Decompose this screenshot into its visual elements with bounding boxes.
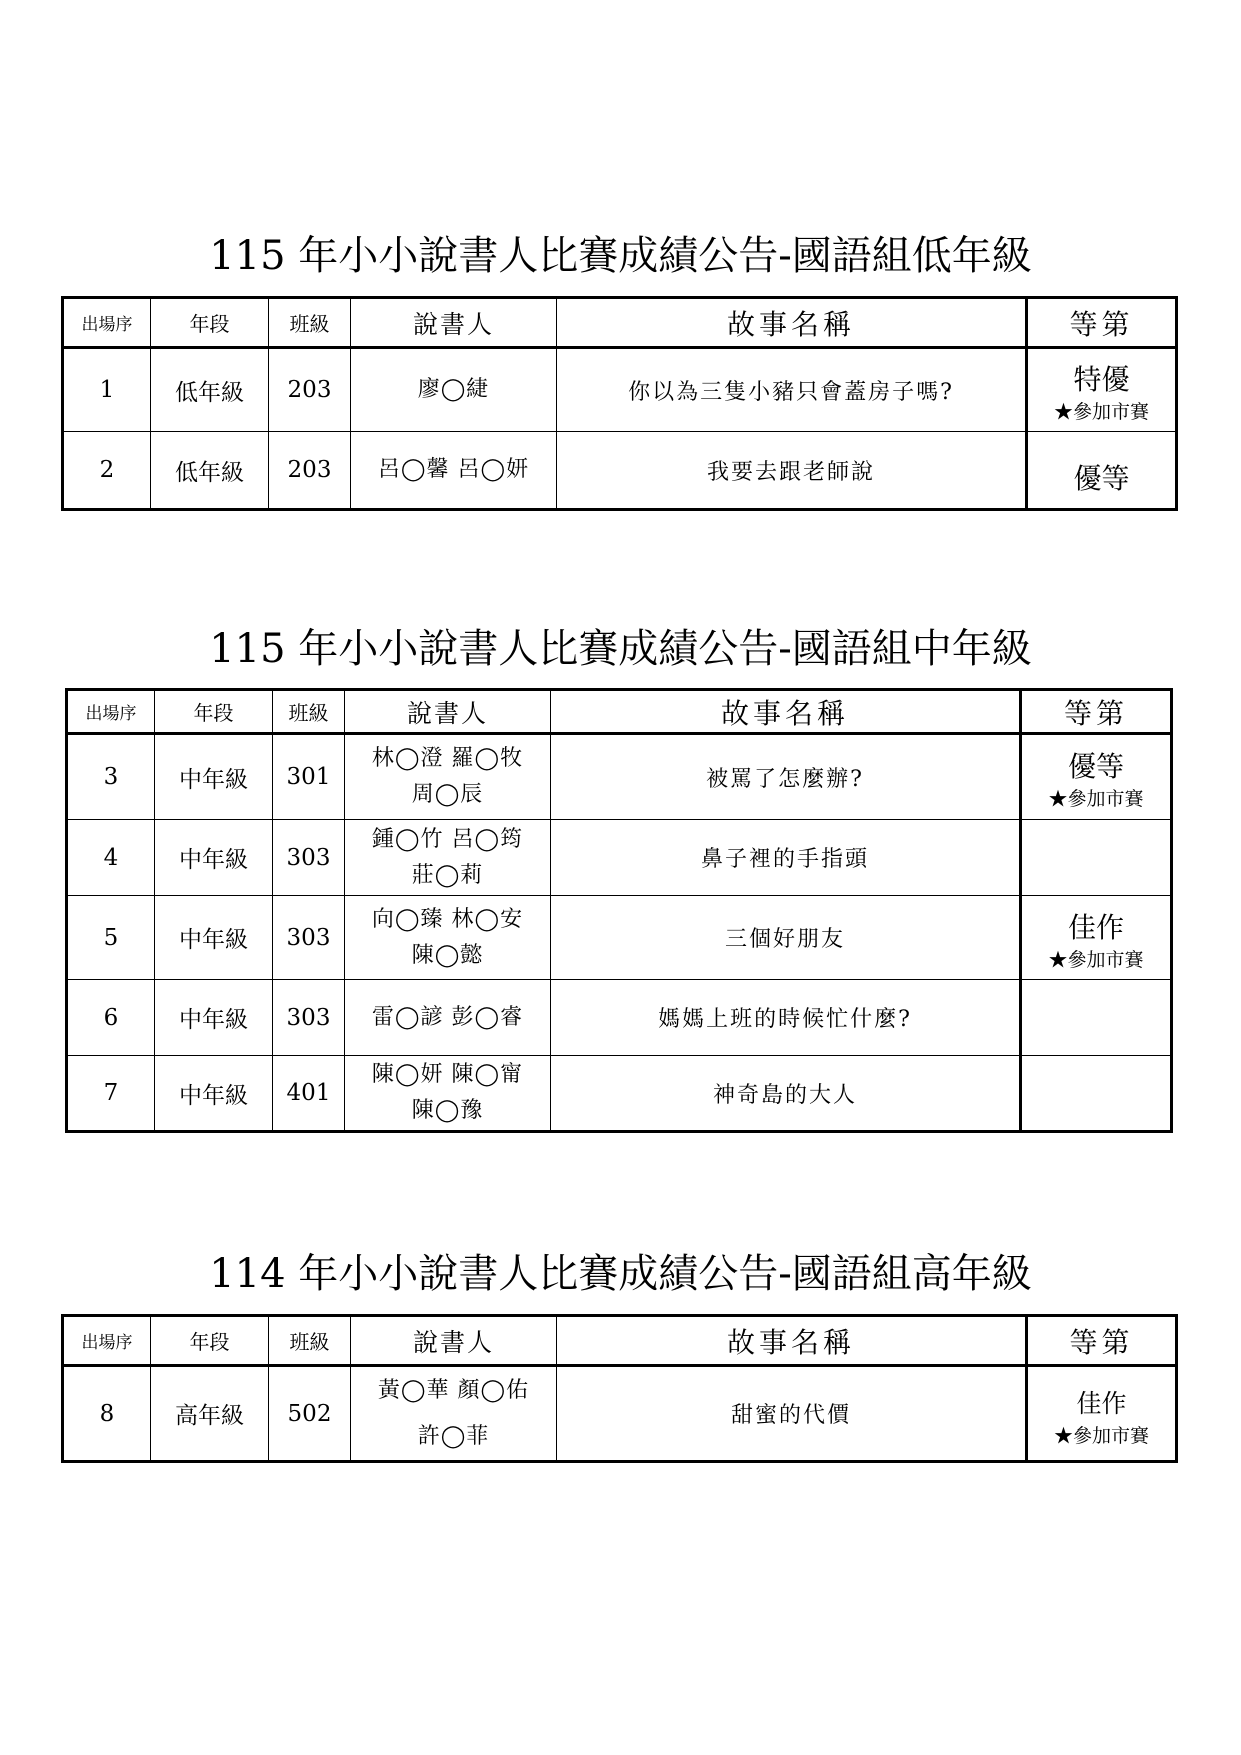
cell-class: 203 <box>269 432 351 510</box>
cell-grade: 中年級 <box>155 820 273 896</box>
header-story: 故事名稱 <box>557 1316 1027 1366</box>
section-title-lower: 115 年小小說書人比賽成績公告-國語組低年級 <box>209 233 1032 279</box>
cell-rank <box>1021 896 1172 980</box>
cell-rank <box>1021 734 1172 820</box>
award-label: 優等 <box>1067 750 1124 783</box>
cell-order: 6 <box>67 980 155 1056</box>
cell-teller <box>345 734 551 820</box>
section-title-upper: 114 年小小說書人比賽成績公告-國語組高年級 <box>209 1251 1032 1297</box>
teller-line: 周◯辰 <box>411 782 484 807</box>
cell-rank <box>1021 1056 1172 1132</box>
cell-grade: 高年級 <box>151 1366 269 1462</box>
header-grade: 年段 <box>151 298 269 348</box>
section-title-middle: 115 年小小說書人比賽成績公告-國語組中年級 <box>209 626 1032 672</box>
header-story: 故事名稱 <box>557 298 1027 348</box>
cell-rank <box>1027 432 1177 510</box>
table-row <box>63 348 1177 432</box>
header-class: 班級 <box>273 690 345 734</box>
header-class: 班級 <box>269 1316 351 1366</box>
teller-line: 陳◯懿 <box>411 942 484 968</box>
header-order: 出場序 <box>67 690 155 734</box>
teller-line: 呂◯馨 呂◯妍 <box>377 457 530 482</box>
cell-grade: 中年級 <box>155 980 273 1056</box>
table-row <box>67 734 1172 820</box>
cell-class: 502 <box>269 1366 351 1462</box>
cell-order: 8 <box>63 1366 151 1462</box>
cell-teller <box>345 820 551 896</box>
header-teller: 說書人 <box>345 690 551 734</box>
table-header-row <box>63 1316 1177 1366</box>
results-table-lower <box>61 296 1178 511</box>
cell-order: 1 <box>63 348 151 432</box>
cell-rank <box>1027 1366 1177 1462</box>
header-grade: 年段 <box>155 690 273 734</box>
cell-story: 你以為三隻小豬只會蓋房子嗎? <box>557 348 1027 432</box>
cell-grade: 低年級 <box>151 432 269 510</box>
header-story: 故事名稱 <box>551 690 1021 734</box>
cell-story: 甜蜜的代價 <box>557 1366 1027 1462</box>
table-row <box>67 820 1172 896</box>
teller-line: 向◯臻 林◯安 <box>371 906 524 932</box>
header-order: 出場序 <box>63 1316 151 1366</box>
teller-line: 廖◯緁 <box>417 377 490 402</box>
results-table-middle <box>65 688 1173 1133</box>
header-class: 班級 <box>269 298 351 348</box>
teller-line: 莊◯莉 <box>411 862 484 888</box>
city-contest-note: ★參加市賽 <box>1053 401 1149 423</box>
cell-teller <box>345 896 551 980</box>
cell-story: 我要去跟老師說 <box>557 432 1027 510</box>
cell-rank <box>1021 980 1172 1056</box>
city-contest-note: ★參加市賽 <box>1048 788 1144 810</box>
cell-story: 神奇島的大人 <box>551 1056 1021 1132</box>
table-row <box>63 1366 1177 1462</box>
header-rank: 等第 <box>1027 298 1177 348</box>
cell-class: 303 <box>273 980 345 1056</box>
table-row <box>67 1056 1172 1132</box>
cell-teller <box>345 1056 551 1132</box>
cell-grade: 低年級 <box>151 348 269 432</box>
cell-rank <box>1027 348 1177 432</box>
header-order: 出場序 <box>63 298 151 348</box>
teller-line: 陳◯豫 <box>411 1098 484 1123</box>
teller-line: 黃◯華 顏◯佑 <box>377 1377 530 1403</box>
header-grade: 年段 <box>151 1316 269 1366</box>
table-row <box>67 980 1172 1056</box>
teller-line: 許◯菲 <box>417 1423 490 1449</box>
cell-story: 三個好朋友 <box>551 896 1021 980</box>
award-label: 優等 <box>1073 462 1130 495</box>
header-rank: 等第 <box>1027 1316 1177 1366</box>
cell-grade: 中年級 <box>155 896 273 980</box>
header-rank: 等第 <box>1021 690 1172 734</box>
cell-class: 401 <box>273 1056 345 1132</box>
city-contest-note: ★參加市賽 <box>1053 1424 1149 1447</box>
table-row <box>63 432 1177 510</box>
award-label: 特優 <box>1073 363 1130 396</box>
cell-class: 303 <box>273 896 345 980</box>
cell-teller <box>351 348 557 432</box>
teller-line: 林◯澄 羅◯牧 <box>371 746 524 771</box>
header-teller: 說書人 <box>351 1316 557 1366</box>
cell-rank <box>1021 820 1172 896</box>
cell-order: 5 <box>67 896 155 980</box>
cell-order: 4 <box>67 820 155 896</box>
table-row <box>67 896 1172 980</box>
cell-order: 2 <box>63 432 151 510</box>
cell-order: 7 <box>67 1056 155 1132</box>
teller-line: 雷◯諺 彭◯睿 <box>371 1004 524 1030</box>
award-label: 佳作 <box>1076 1388 1127 1418</box>
results-table-upper <box>61 1314 1178 1463</box>
cell-story: 鼻子裡的手指頭 <box>551 820 1021 896</box>
cell-class: 303 <box>273 820 345 896</box>
cell-grade: 中年級 <box>155 1056 273 1132</box>
city-contest-note: ★參加市賽 <box>1048 948 1144 971</box>
table-header-row <box>67 690 1172 734</box>
cell-teller <box>351 1366 557 1462</box>
cell-order: 3 <box>67 734 155 820</box>
teller-line: 鍾◯竹 呂◯筠 <box>371 826 524 852</box>
cell-grade: 中年級 <box>155 734 273 820</box>
table-header-row <box>63 298 1177 348</box>
award-label: 佳作 <box>1067 910 1124 944</box>
header-teller: 說書人 <box>351 298 557 348</box>
cell-class: 203 <box>269 348 351 432</box>
cell-story: 媽媽上班的時候忙什麼? <box>551 980 1021 1056</box>
cell-teller <box>351 432 557 510</box>
cell-class: 301 <box>273 734 345 820</box>
cell-story: 被罵了怎麼辦? <box>551 734 1021 820</box>
cell-teller <box>345 980 551 1056</box>
teller-line: 陳◯妍 陳◯甯 <box>371 1062 524 1087</box>
